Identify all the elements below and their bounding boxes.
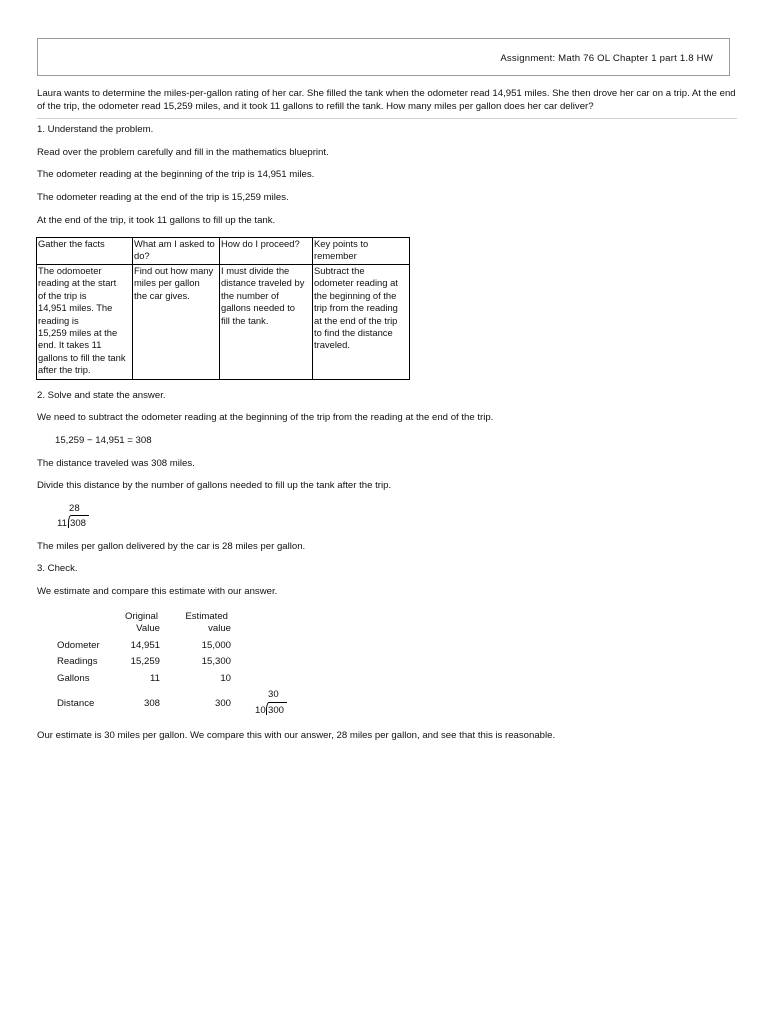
cell-line: of the trip is bbox=[38, 289, 87, 301]
row-label: Odometer bbox=[57, 640, 100, 651]
divider bbox=[37, 118, 737, 119]
cell-line: Subtract the bbox=[314, 265, 365, 276]
cell-line: trip from the reading bbox=[314, 302, 398, 314]
cell-line: odometer reading at bbox=[314, 277, 398, 289]
step1-heading: 1. Understand the problem. bbox=[37, 124, 154, 135]
row-original: 308 bbox=[143, 698, 160, 709]
cell-line: reading is bbox=[38, 314, 79, 326]
step1-line1: Read over the problem carefully and fill in the mathematics blueprint. bbox=[37, 147, 329, 158]
problem-statement: Laura wants to determine the miles-per-gallon rating of her car. She filled the tank when the odometer read 14,951 miles. She then drove her car on a trip. At the end of the trip, the odometer read 15,259 miles, and it took 11 gallons to refill the tank. How many miles per gallon does her car deliver? bbox=[37, 88, 736, 112]
blueprint-cell-proceed bbox=[220, 265, 313, 380]
cell-line: 14,951 miles. The bbox=[38, 302, 113, 314]
cell-line: the beginning of the bbox=[314, 289, 397, 301]
row-label: Gallons bbox=[57, 673, 90, 684]
blueprint-header-proceed: How do I proceed? bbox=[220, 238, 313, 265]
cell-line: Find out how many bbox=[134, 265, 214, 276]
row-estimated: 300 bbox=[214, 698, 231, 709]
estimate-division-divisor: 10 bbox=[255, 705, 266, 716]
cell-line: to find the distance bbox=[314, 327, 393, 339]
col-header-estimated: Estimated bbox=[185, 611, 228, 622]
col-header-original: Original bbox=[124, 611, 158, 622]
cell-line: distance traveled by bbox=[221, 277, 305, 289]
step1-line3: The odometer reading at the end of the trip is 15,259 miles. bbox=[37, 192, 289, 203]
assignment-header-box bbox=[37, 38, 730, 76]
row-label: Distance bbox=[57, 698, 95, 709]
blueprint-cell-facts bbox=[37, 265, 133, 380]
row-original: 14,951 bbox=[130, 640, 160, 651]
col-header-original-2: Value bbox=[136, 623, 160, 634]
math-blueprint-table bbox=[36, 237, 410, 380]
step2-line4: The miles per gallon delivered by the car is 28 miles per gallon. bbox=[37, 541, 306, 552]
cell-line: traveled. bbox=[314, 339, 350, 351]
estimate-division-dividend: 300 bbox=[268, 705, 285, 716]
row-label: Readings bbox=[57, 656, 98, 667]
subtraction-equation: 15,259 − 14,951 = 308 bbox=[55, 435, 152, 446]
blueprint-cell-asked bbox=[133, 265, 220, 380]
cell-line: fill the tank. bbox=[221, 314, 269, 326]
row-estimated: 15,000 bbox=[201, 640, 231, 651]
blueprint-header-asked: What am I asked to do? bbox=[133, 238, 220, 265]
row-estimated: 15,300 bbox=[201, 656, 231, 667]
col-header-estimated-2: value bbox=[208, 623, 231, 634]
division-dividend: 308 bbox=[70, 518, 87, 529]
cell-line: gallons needed to bbox=[221, 302, 296, 314]
blueprint-cell-keypoints bbox=[313, 265, 410, 380]
estimate-division-quotient: 30 bbox=[268, 689, 279, 700]
cell-line: end. It takes 11 bbox=[38, 339, 102, 351]
cell-line: the car gives. bbox=[134, 289, 190, 301]
step2-line2: The distance traveled was 308 miles. bbox=[37, 458, 195, 469]
cell-line: 15,259 miles at the bbox=[38, 327, 118, 339]
assignment-title: Assignment: Math 76 OL Chapter 1 part 1.8 HW bbox=[500, 53, 713, 64]
step1-line4: At the end of the trip, it took 11 gallons to fill up the tank. bbox=[37, 215, 276, 226]
conclusion: Our estimate is 30 miles per gallon. We compare this with our answer, 28 miles per gallon, and see that this is reasonable. bbox=[37, 730, 556, 741]
cell-line: gallons to fill the tank bbox=[38, 351, 126, 363]
division-quotient: 28 bbox=[69, 503, 80, 514]
step2-line1: We need to subtract the odometer reading at the beginning of the trip from the reading at the end of the trip. bbox=[37, 412, 494, 423]
cell-line: the number of bbox=[221, 289, 279, 301]
division-divisor: 11 bbox=[57, 518, 67, 529]
row-estimated: 10 bbox=[220, 673, 231, 684]
step3-line1: We estimate and compare this estimate with our answer. bbox=[37, 586, 278, 597]
cell-line: after the trip. bbox=[38, 364, 91, 376]
step3-heading: 3. Check. bbox=[37, 563, 78, 574]
row-original: 15,259 bbox=[130, 656, 160, 667]
blueprint-header-facts: Gather the facts bbox=[37, 238, 133, 265]
cell-line: reading at the start bbox=[38, 277, 117, 289]
cell-line: miles per gallon bbox=[134, 277, 200, 289]
blueprint-header-keypoints: Key points to remember bbox=[313, 238, 410, 265]
cell-line: The odomoeter bbox=[38, 265, 102, 276]
step2-line3: Divide this distance by the number of gallons needed to fill up the tank after the trip. bbox=[37, 480, 392, 491]
cell-line: at the end of the trip bbox=[314, 314, 398, 326]
cell-line: I must divide the bbox=[221, 265, 290, 276]
step2-heading: 2. Solve and state the answer. bbox=[37, 390, 166, 401]
row-original: 11 bbox=[150, 673, 160, 684]
step1-line2: The odometer reading at the beginning of the trip is 14,951 miles. bbox=[37, 169, 315, 180]
